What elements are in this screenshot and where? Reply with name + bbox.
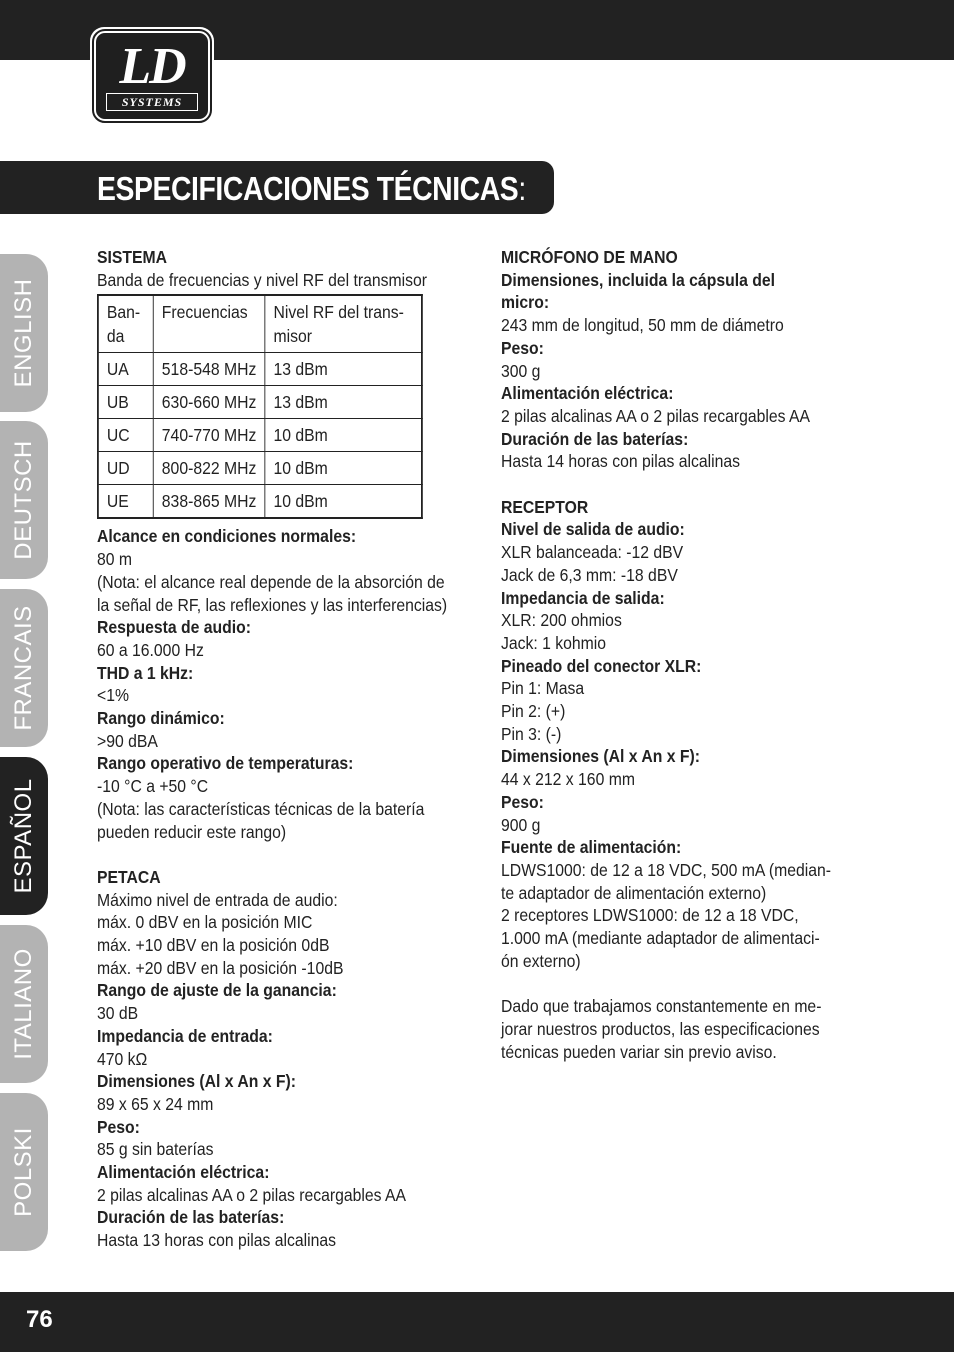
spec-value: Pin 3: (-) xyxy=(501,723,562,744)
spec-value: >90 dBA xyxy=(97,730,158,751)
spec-value: Hasta 13 horas con pilas alcalinas xyxy=(97,1230,337,1251)
header-cell: Nivel RF del trans- misor xyxy=(265,295,422,353)
spec-value: -10 °C a +50 °C xyxy=(97,776,209,797)
spec-list xyxy=(501,269,861,473)
table-row xyxy=(98,452,422,485)
logo-mark: LD xyxy=(119,38,185,95)
spec-label: Nivel de salida de audio: xyxy=(501,519,685,540)
spec-value: 85 g sin baterías xyxy=(97,1139,214,1160)
spec-value: ón externo) xyxy=(501,950,581,971)
tab-francais[interactable] xyxy=(0,589,48,747)
spec-value: pueden reducir este rango) xyxy=(97,821,287,842)
spec-value: 243 mm de longitud, 50 mm de diámetro xyxy=(501,315,784,336)
spec-value: 44 x 212 x 160 mm xyxy=(501,769,635,790)
tab-label: ENGLISH xyxy=(10,278,37,388)
right-column xyxy=(501,246,861,1063)
table-cell: UE xyxy=(98,485,153,519)
spec-label: Fuente de alimentación: xyxy=(501,837,682,858)
table-cell: 800-822 MHz xyxy=(153,452,265,485)
table-cell: 838-865 MHz xyxy=(153,485,265,519)
spec-value: (Nota: el alcance real depende de la absorción de xyxy=(97,571,445,592)
frequency-table xyxy=(97,294,423,519)
spec-value: LDWS1000: de 12 a 18 VDC, 500 mA (median- xyxy=(501,859,832,880)
spec-value: 2 receptores LDWS1000: de 12 a 18 VDC, xyxy=(501,905,799,926)
spec-list xyxy=(97,525,471,843)
tab-label: FRANCAIS xyxy=(10,605,37,731)
spec-value: XLR balanceada: -12 dBV xyxy=(501,542,684,563)
table-header-row xyxy=(98,295,422,353)
spec-label: Dimensiones (Al x An x F): xyxy=(97,1071,296,1092)
spec-label: Peso: xyxy=(501,337,544,358)
section-heading: MICRÓFONO DE MANO xyxy=(501,247,678,267)
tab-english[interactable] xyxy=(0,254,48,412)
disclaimer-line: jorar nuestros productos, las especificaciones xyxy=(501,1018,820,1039)
spec-value: Hasta 14 horas con pilas alcalinas xyxy=(501,451,741,472)
tab-label: POLSKI xyxy=(10,1127,37,1217)
spec-label: Pineado del conector XLR: xyxy=(501,655,702,676)
section-heading: SISTEMA xyxy=(97,247,168,267)
tab-label: ESPAÑOL xyxy=(10,778,37,894)
spec-value: 60 a 16.000 Hz xyxy=(97,639,204,660)
table-row xyxy=(98,386,422,419)
spec-label: Respuesta de audio: xyxy=(97,617,252,638)
table-cell: 10 dBm xyxy=(265,419,422,452)
spec-label: Duración de las baterías: xyxy=(501,428,689,449)
spec-value: 80 m xyxy=(97,549,133,570)
tab-label: ITALIANO xyxy=(10,948,37,1060)
spec-label: Impedancia de entrada: xyxy=(97,1025,273,1046)
tab-deutsch[interactable] xyxy=(0,421,48,579)
spec-label: Peso: xyxy=(97,1116,140,1137)
table-cell: 630-660 MHz xyxy=(153,386,265,419)
spec-value: 30 dB xyxy=(97,1003,139,1024)
spec-value: Máximo nivel de entrada de audio: xyxy=(97,889,338,910)
table-cell: UC xyxy=(98,419,153,452)
disclaimer-line: técnicas pueden variar sin previo aviso. xyxy=(501,1041,777,1062)
table-intro: Banda de frecuencias y nivel RF del transmisor xyxy=(97,269,428,290)
page-title: ESPECIFICACIONES TÉCNICAS: xyxy=(97,170,526,207)
spec-label: Rango de ajuste de la ganancia: xyxy=(97,980,337,1001)
spec-label: Dimensiones (Al x An x F): xyxy=(501,746,700,767)
bottom-bar xyxy=(0,1292,954,1352)
tab-italiano[interactable] xyxy=(0,925,48,1083)
spec-value: 300 g xyxy=(501,360,541,381)
table-cell: 518-548 MHz xyxy=(153,353,265,386)
spec-list xyxy=(501,518,861,972)
spec-value: máx. +20 dBV en la posición -10dB xyxy=(97,957,344,978)
header-cell: Frecuencias xyxy=(153,295,265,353)
spec-value: XLR: 200 ohmios xyxy=(501,610,622,631)
left-column xyxy=(97,246,471,1252)
tab-label: DEUTSCH xyxy=(10,440,37,560)
spec-label: Dimensiones, incluida la cápsula del xyxy=(501,269,775,290)
section-heading: RECEPTOR xyxy=(501,496,589,517)
spec-label: Impedancia de salida: xyxy=(501,587,665,608)
spec-value: Jack de 6,3 mm: -18 dBV xyxy=(501,564,678,585)
spec-value: te adaptador de alimentación externo) xyxy=(501,882,767,903)
page-number: 76 xyxy=(26,1306,53,1333)
table-row xyxy=(98,419,422,452)
spec-value: 2 pilas alcalinas AA o 2 pilas recargables AA xyxy=(97,1184,407,1205)
table-row xyxy=(98,353,422,386)
disclaimer-line: Dado que trabajamos constantemente en me- xyxy=(501,996,822,1017)
spec-list xyxy=(97,889,471,1252)
table-cell: 13 dBm xyxy=(265,353,422,386)
spec-value: Pin 2: (+) xyxy=(501,701,566,722)
spec-value: máx. +10 dBV en la posición 0dB xyxy=(97,935,330,956)
table-cell: UA xyxy=(98,353,153,386)
spec-value: 1.000 mA (mediante adaptador de alimentaci- xyxy=(501,928,820,949)
table-cell: UB xyxy=(98,386,153,419)
spec-value: la señal de RF, las reflexiones y las interferencias) xyxy=(97,594,448,615)
table-cell: 740-770 MHz xyxy=(153,419,265,452)
spec-value: 470 kΩ xyxy=(97,1048,148,1069)
spec-label: Alcance en condiciones normales: xyxy=(97,526,357,547)
spec-value: 89 x 65 x 24 mm xyxy=(97,1093,214,1114)
spec-value: <1% xyxy=(97,685,129,706)
tab-polski[interactable] xyxy=(0,1093,48,1251)
spec-label: micro: xyxy=(501,292,550,313)
section-heading: PETACA xyxy=(97,866,161,887)
spec-label: Peso: xyxy=(501,791,544,812)
table-cell: 10 dBm xyxy=(265,452,422,485)
ld-systems-logo xyxy=(90,27,214,125)
header-cell: Ban- da xyxy=(98,295,153,353)
spec-label: THD a 1 kHz: xyxy=(97,662,194,683)
spec-value: Pin 1: Masa xyxy=(501,678,585,699)
spec-label: Rango dinámico: xyxy=(97,708,225,729)
spec-value: Jack: 1 kohmio xyxy=(501,632,607,653)
spec-label: Rango operativo de temperaturas: xyxy=(97,753,354,774)
spec-value: 900 g xyxy=(501,814,541,835)
spec-label: Alimentación eléctrica: xyxy=(501,383,674,404)
logo-subtitle: SYSTEMS xyxy=(106,93,198,111)
tab-espanol[interactable] xyxy=(0,757,48,915)
spec-value: 2 pilas alcalinas AA o 2 pilas recargables AA xyxy=(501,405,811,426)
table-cell: UD xyxy=(98,452,153,485)
spec-value: (Nota: las características técnicas de la batería xyxy=(97,798,425,819)
spec-label: Duración de las baterías: xyxy=(97,1207,285,1228)
table-cell: 13 dBm xyxy=(265,386,422,419)
spec-value: máx. 0 dBV en la posición MIC xyxy=(97,912,313,933)
table-cell: 10 dBm xyxy=(265,485,422,519)
spec-label: Alimentación eléctrica: xyxy=(97,1162,270,1183)
table-row xyxy=(98,485,422,519)
